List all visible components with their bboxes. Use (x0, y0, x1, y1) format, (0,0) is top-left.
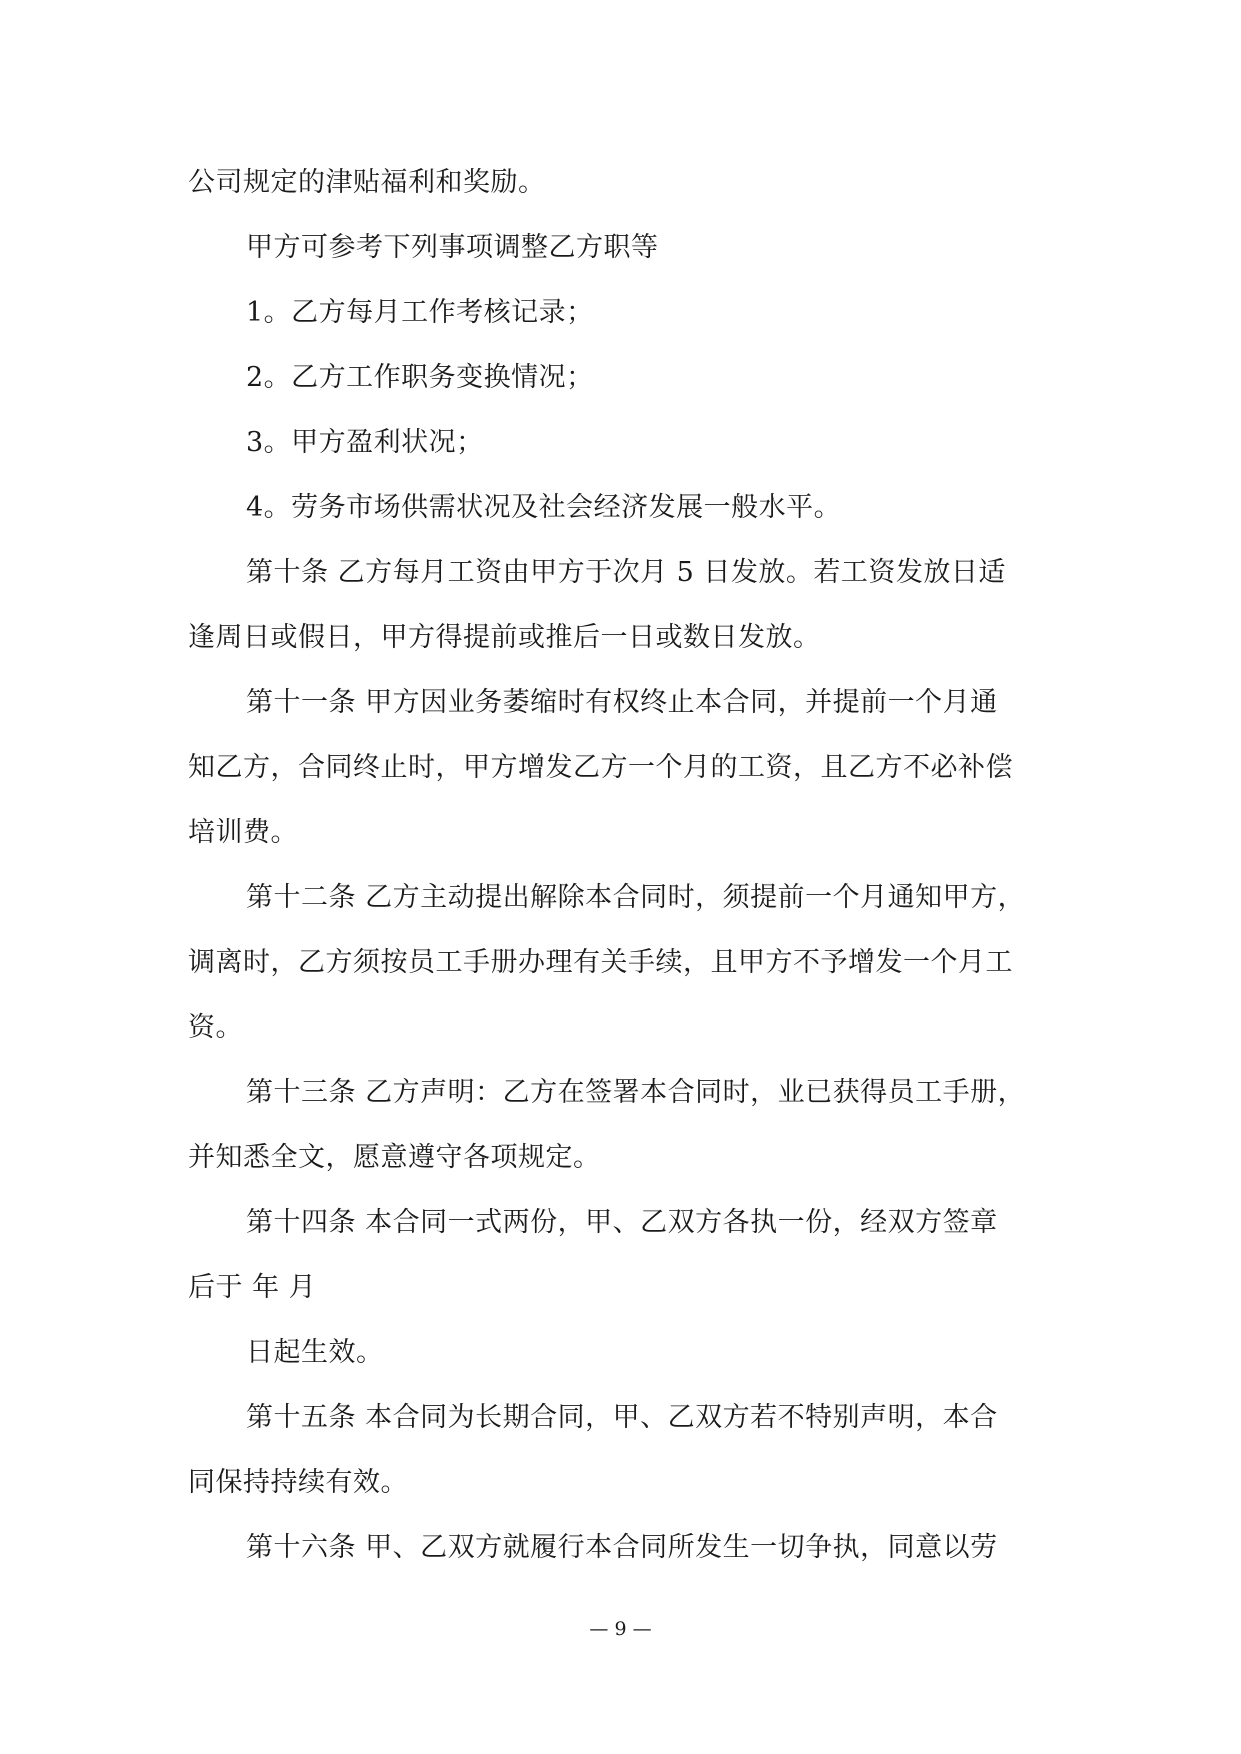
text-line: 1。乙方每月工作考核记录； (246, 297, 594, 328)
text-line: 资。 (188, 1012, 243, 1043)
text-line: 第十条 乙方每月工资由甲方于次月 5 日发放。若工资发放日适 (246, 557, 1006, 588)
text-line: 第十三条 乙方声明：乙方在签署本合同时，业已获得员工手册， (246, 1077, 1026, 1108)
text-line: 第十五条 本合同为长期合同，甲、乙双方若不特别声明，本合 (246, 1402, 998, 1433)
text-line: 3。甲方盈利状况； (246, 427, 484, 458)
text-line: 并知悉全文，愿意遵守各项规定。 (188, 1142, 601, 1173)
contract-body (188, 150, 1063, 1580)
text-line: 知乙方，合同终止时，甲方增发乙方一个月的工资，且乙方不必补偿 (188, 752, 1013, 783)
text-line: 逢周日或假日，甲方得提前或推后一日或数日发放。 (188, 622, 821, 653)
text-line: 第十二条 乙方主动提出解除本合同时，须提前一个月通知甲方， (246, 882, 1026, 913)
text-line: 甲方可参考下列事项调整乙方职等 (246, 232, 659, 263)
text-line: 调离时，乙方须按员工手册办理有关手续，且甲方不予增发一个月工 (188, 947, 1013, 978)
text-line: 2。乙方工作职务变换情况； (246, 362, 594, 393)
text-line: 第十六条 甲、乙双方就履行本合同所发生一切争执，同意以劳 (246, 1532, 998, 1563)
text-line: 同保持持续有效。 (188, 1467, 408, 1498)
text-line: 4。劳务市场供需状况及社会经济发展一般水平。 (246, 492, 842, 523)
text-line: 培训费。 (188, 817, 298, 848)
text-line: 公司规定的津贴福利和奖励。 (188, 167, 546, 198)
text-line: 后于 年 月 (188, 1272, 317, 1303)
page-number: — 9 — (589, 1618, 652, 1640)
text-line: 第十四条 本合同一式两份，甲、乙双方各执一份，经双方签章 (246, 1207, 998, 1238)
text-line: 第十一条 甲方因业务萎缩时有权终止本合同，并提前一个月通 (246, 687, 998, 718)
text-line: 日起生效。 (246, 1337, 384, 1368)
